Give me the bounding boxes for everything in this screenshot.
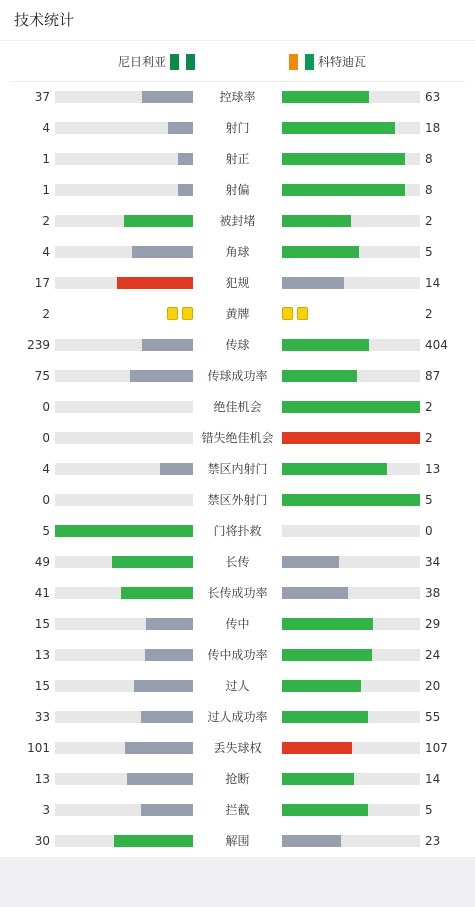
yellow-card-icon (297, 307, 308, 320)
home-bar-fill (117, 277, 193, 289)
home-bar-track (55, 804, 193, 816)
away-bar-fill (282, 494, 420, 506)
away-bar-track (282, 215, 420, 227)
home-bar-fill (124, 215, 193, 227)
stat-label: 长传成功率 (207, 586, 268, 600)
stat-label: 抢断 (225, 772, 250, 786)
home-bar-track (55, 773, 193, 785)
away-bar-fill (282, 742, 352, 754)
home-bar-fill (142, 91, 193, 103)
home-value: 15 (34, 617, 50, 631)
away-value: 2 (425, 307, 433, 321)
away-value: 0 (425, 524, 433, 538)
stat-row (0, 422, 475, 453)
page-title: 技术统计 (0, 0, 475, 41)
stat-label: 解围 (225, 834, 250, 848)
home-bar-track (55, 432, 193, 444)
stat-row (0, 515, 475, 546)
home-bar-fill (55, 525, 193, 537)
away-bar-fill (282, 153, 405, 165)
stat-row (0, 639, 475, 670)
home-bar-fill (178, 153, 193, 165)
home-value: 30 (34, 834, 50, 848)
away-value: 8 (425, 183, 433, 197)
home-bar-track (55, 339, 193, 351)
home-bar-fill (145, 649, 193, 661)
away-bar-track (282, 401, 420, 413)
stat-row (0, 546, 475, 577)
away-flag-icon (289, 54, 314, 70)
home-bar-fill (125, 742, 193, 754)
away-bar-track (282, 618, 420, 630)
away-bar-track (282, 494, 420, 506)
stat-row (0, 701, 475, 732)
stat-label: 被封堵 (219, 214, 256, 228)
home-bar-fill (141, 804, 193, 816)
away-value: 2 (425, 214, 433, 228)
away-bar-fill (282, 773, 354, 785)
away-bar-track (282, 804, 420, 816)
away-bar-track (282, 463, 420, 475)
home-bar-fill (112, 556, 193, 568)
home-bar-track (55, 525, 193, 537)
away-value: 2 (425, 400, 433, 414)
stat-row (0, 81, 475, 112)
home-value: 1 (42, 152, 50, 166)
away-value: 55 (425, 710, 441, 724)
away-bar-fill (282, 618, 373, 630)
stat-label: 射门 (225, 121, 250, 135)
home-value: 2 (42, 307, 50, 321)
home-value: 4 (42, 462, 50, 476)
away-value: 20 (425, 679, 441, 693)
home-bar-track (55, 246, 193, 258)
away-bar-track (282, 742, 420, 754)
stat-row (0, 577, 475, 608)
away-value: 2 (425, 431, 433, 445)
stat-row (0, 670, 475, 701)
home-value: 2 (42, 214, 50, 228)
away-value: 38 (425, 586, 441, 600)
home-bar-track (55, 587, 193, 599)
stats-list (0, 81, 475, 856)
home-value: 13 (34, 648, 50, 662)
stat-label: 控球率 (219, 90, 256, 104)
home-value: 37 (34, 90, 50, 104)
home-value: 101 (27, 741, 50, 755)
home-bar-fill (160, 463, 193, 475)
away-bar-fill (282, 680, 361, 692)
stat-label: 犯规 (225, 276, 250, 290)
away-bar-fill (282, 91, 369, 103)
stat-row (0, 143, 475, 174)
away-value: 23 (425, 834, 441, 848)
home-value: 17 (34, 276, 50, 290)
home-bar-fill (141, 711, 193, 723)
yellow-card-icon (282, 307, 293, 320)
away-value: 404 (425, 338, 448, 352)
home-value: 4 (42, 121, 50, 135)
away-value: 87 (425, 369, 441, 383)
away-bar-track (282, 649, 420, 661)
stat-label: 射偏 (225, 183, 250, 197)
away-bar-track (282, 525, 420, 537)
home-value: 0 (42, 431, 50, 445)
stat-label: 长传 (225, 555, 250, 569)
home-bar-track (55, 556, 193, 568)
teams-header (10, 41, 465, 82)
stat-row (0, 453, 475, 484)
home-bar-track (55, 215, 193, 227)
home-bar-track (55, 153, 193, 165)
home-value: 4 (42, 245, 50, 259)
stat-row (0, 608, 475, 639)
away-bar-track (282, 711, 420, 723)
away-value: 5 (425, 245, 433, 259)
away-bar-track (282, 153, 420, 165)
away-bar-fill (282, 215, 351, 227)
home-value: 5 (42, 524, 50, 538)
away-bar-track (282, 339, 420, 351)
away-value: 29 (425, 617, 441, 631)
away-bar-track (282, 835, 420, 847)
away-value: 18 (425, 121, 441, 135)
away-yellow-cards (282, 307, 308, 320)
away-bar-track (282, 277, 420, 289)
home-team[interactable] (118, 53, 195, 70)
stat-label: 传中成功率 (207, 648, 268, 662)
home-bar-fill (114, 835, 193, 847)
stat-label: 绝佳机会 (213, 400, 262, 414)
away-bar-track (282, 246, 420, 258)
away-bar-fill (282, 835, 341, 847)
away-bar-fill (282, 401, 420, 413)
stat-row (0, 329, 475, 360)
home-bar-track (55, 618, 193, 630)
away-value: 63 (425, 90, 441, 104)
home-value: 75 (34, 369, 50, 383)
home-bar-track (55, 742, 193, 754)
away-bar-fill (282, 711, 368, 723)
away-bar-fill (282, 122, 395, 134)
home-bar-fill (168, 122, 193, 134)
away-value: 34 (425, 555, 441, 569)
away-value: 14 (425, 772, 441, 786)
home-bar-track (55, 835, 193, 847)
away-bar-track (282, 184, 420, 196)
home-value: 49 (34, 555, 50, 569)
home-bar-track (55, 184, 193, 196)
home-bar-fill (130, 370, 193, 382)
stat-row (0, 298, 475, 329)
away-value: 5 (425, 493, 433, 507)
away-bar-fill (282, 587, 348, 599)
home-bar-track (55, 370, 193, 382)
away-bar-fill (282, 184, 405, 196)
stat-label: 过人成功率 (207, 710, 268, 724)
stat-row (0, 825, 475, 856)
away-bar-track (282, 556, 420, 568)
away-bar-track (282, 680, 420, 692)
stat-label: 黄牌 (225, 307, 250, 321)
home-bar-track (55, 463, 193, 475)
home-bar-fill (134, 680, 193, 692)
home-value: 41 (34, 586, 50, 600)
home-bar-track (55, 494, 193, 506)
away-bar-fill (282, 432, 420, 444)
home-flag-icon (170, 54, 195, 70)
stat-row (0, 174, 475, 205)
away-bar-track (282, 370, 420, 382)
away-team-name: 科特迪瓦 (318, 55, 367, 69)
stat-label: 丢失球权 (213, 741, 262, 755)
stat-row (0, 236, 475, 267)
stat-label: 拦截 (225, 803, 250, 817)
away-value: 24 (425, 648, 441, 662)
home-bar-fill (178, 184, 193, 196)
home-bar-track (55, 122, 193, 134)
away-value: 5 (425, 803, 433, 817)
away-bar-fill (282, 649, 372, 661)
home-bar-track (55, 680, 193, 692)
home-value: 1 (42, 183, 50, 197)
yellow-card-icon (167, 307, 178, 320)
away-bar-track (282, 587, 420, 599)
away-bar-fill (282, 339, 369, 351)
home-bar-track (55, 91, 193, 103)
stat-label: 错失绝佳机会 (201, 431, 274, 445)
stat-label: 角球 (225, 245, 250, 259)
home-bar-track (55, 401, 193, 413)
home-bar-track (55, 711, 193, 723)
away-bar-fill (282, 277, 344, 289)
away-value: 14 (425, 276, 441, 290)
stat-label: 射正 (225, 152, 250, 166)
stat-label: 禁区内射门 (207, 462, 268, 476)
home-bar-fill (127, 773, 193, 785)
home-bar-track (55, 277, 193, 289)
stat-row (0, 732, 475, 763)
home-team-name: 尼日利亚 (117, 55, 166, 69)
stat-row (0, 794, 475, 825)
away-value: 13 (425, 462, 441, 476)
home-bar-fill (146, 618, 193, 630)
stat-label: 过人 (225, 679, 250, 693)
away-bar-fill (282, 246, 359, 258)
away-bar-fill (282, 804, 368, 816)
home-bar-track (55, 649, 193, 661)
away-bar-fill (282, 370, 357, 382)
stat-row (0, 360, 475, 391)
home-bar-fill (132, 246, 193, 258)
home-bar-fill (142, 339, 193, 351)
stat-label: 传中 (225, 617, 250, 631)
away-bar-fill (282, 556, 339, 568)
away-bar-fill (282, 463, 387, 475)
yellow-card-icon (182, 307, 193, 320)
home-value: 0 (42, 493, 50, 507)
stat-row (0, 205, 475, 236)
away-bar-track (282, 432, 420, 444)
stat-label: 禁区外射门 (207, 493, 268, 507)
stat-row (0, 112, 475, 143)
stat-row (0, 391, 475, 422)
away-bar-track (282, 91, 420, 103)
home-value: 15 (34, 679, 50, 693)
home-value: 239 (27, 338, 50, 352)
stat-label: 门将扑救 (213, 524, 262, 538)
home-value: 33 (34, 710, 50, 724)
home-value: 3 (42, 803, 50, 817)
away-team[interactable] (289, 53, 366, 70)
away-value: 107 (425, 741, 448, 755)
away-value: 8 (425, 152, 433, 166)
home-value: 0 (42, 400, 50, 414)
away-bar-track (282, 773, 420, 785)
stat-label: 传球 (225, 338, 250, 352)
stat-row (0, 484, 475, 515)
stat-row (0, 763, 475, 794)
home-value: 13 (34, 772, 50, 786)
home-yellow-cards (167, 307, 193, 320)
home-bar-fill (121, 587, 193, 599)
away-bar-track (282, 122, 420, 134)
stat-label: 传球成功率 (207, 369, 268, 383)
stat-row (0, 267, 475, 298)
